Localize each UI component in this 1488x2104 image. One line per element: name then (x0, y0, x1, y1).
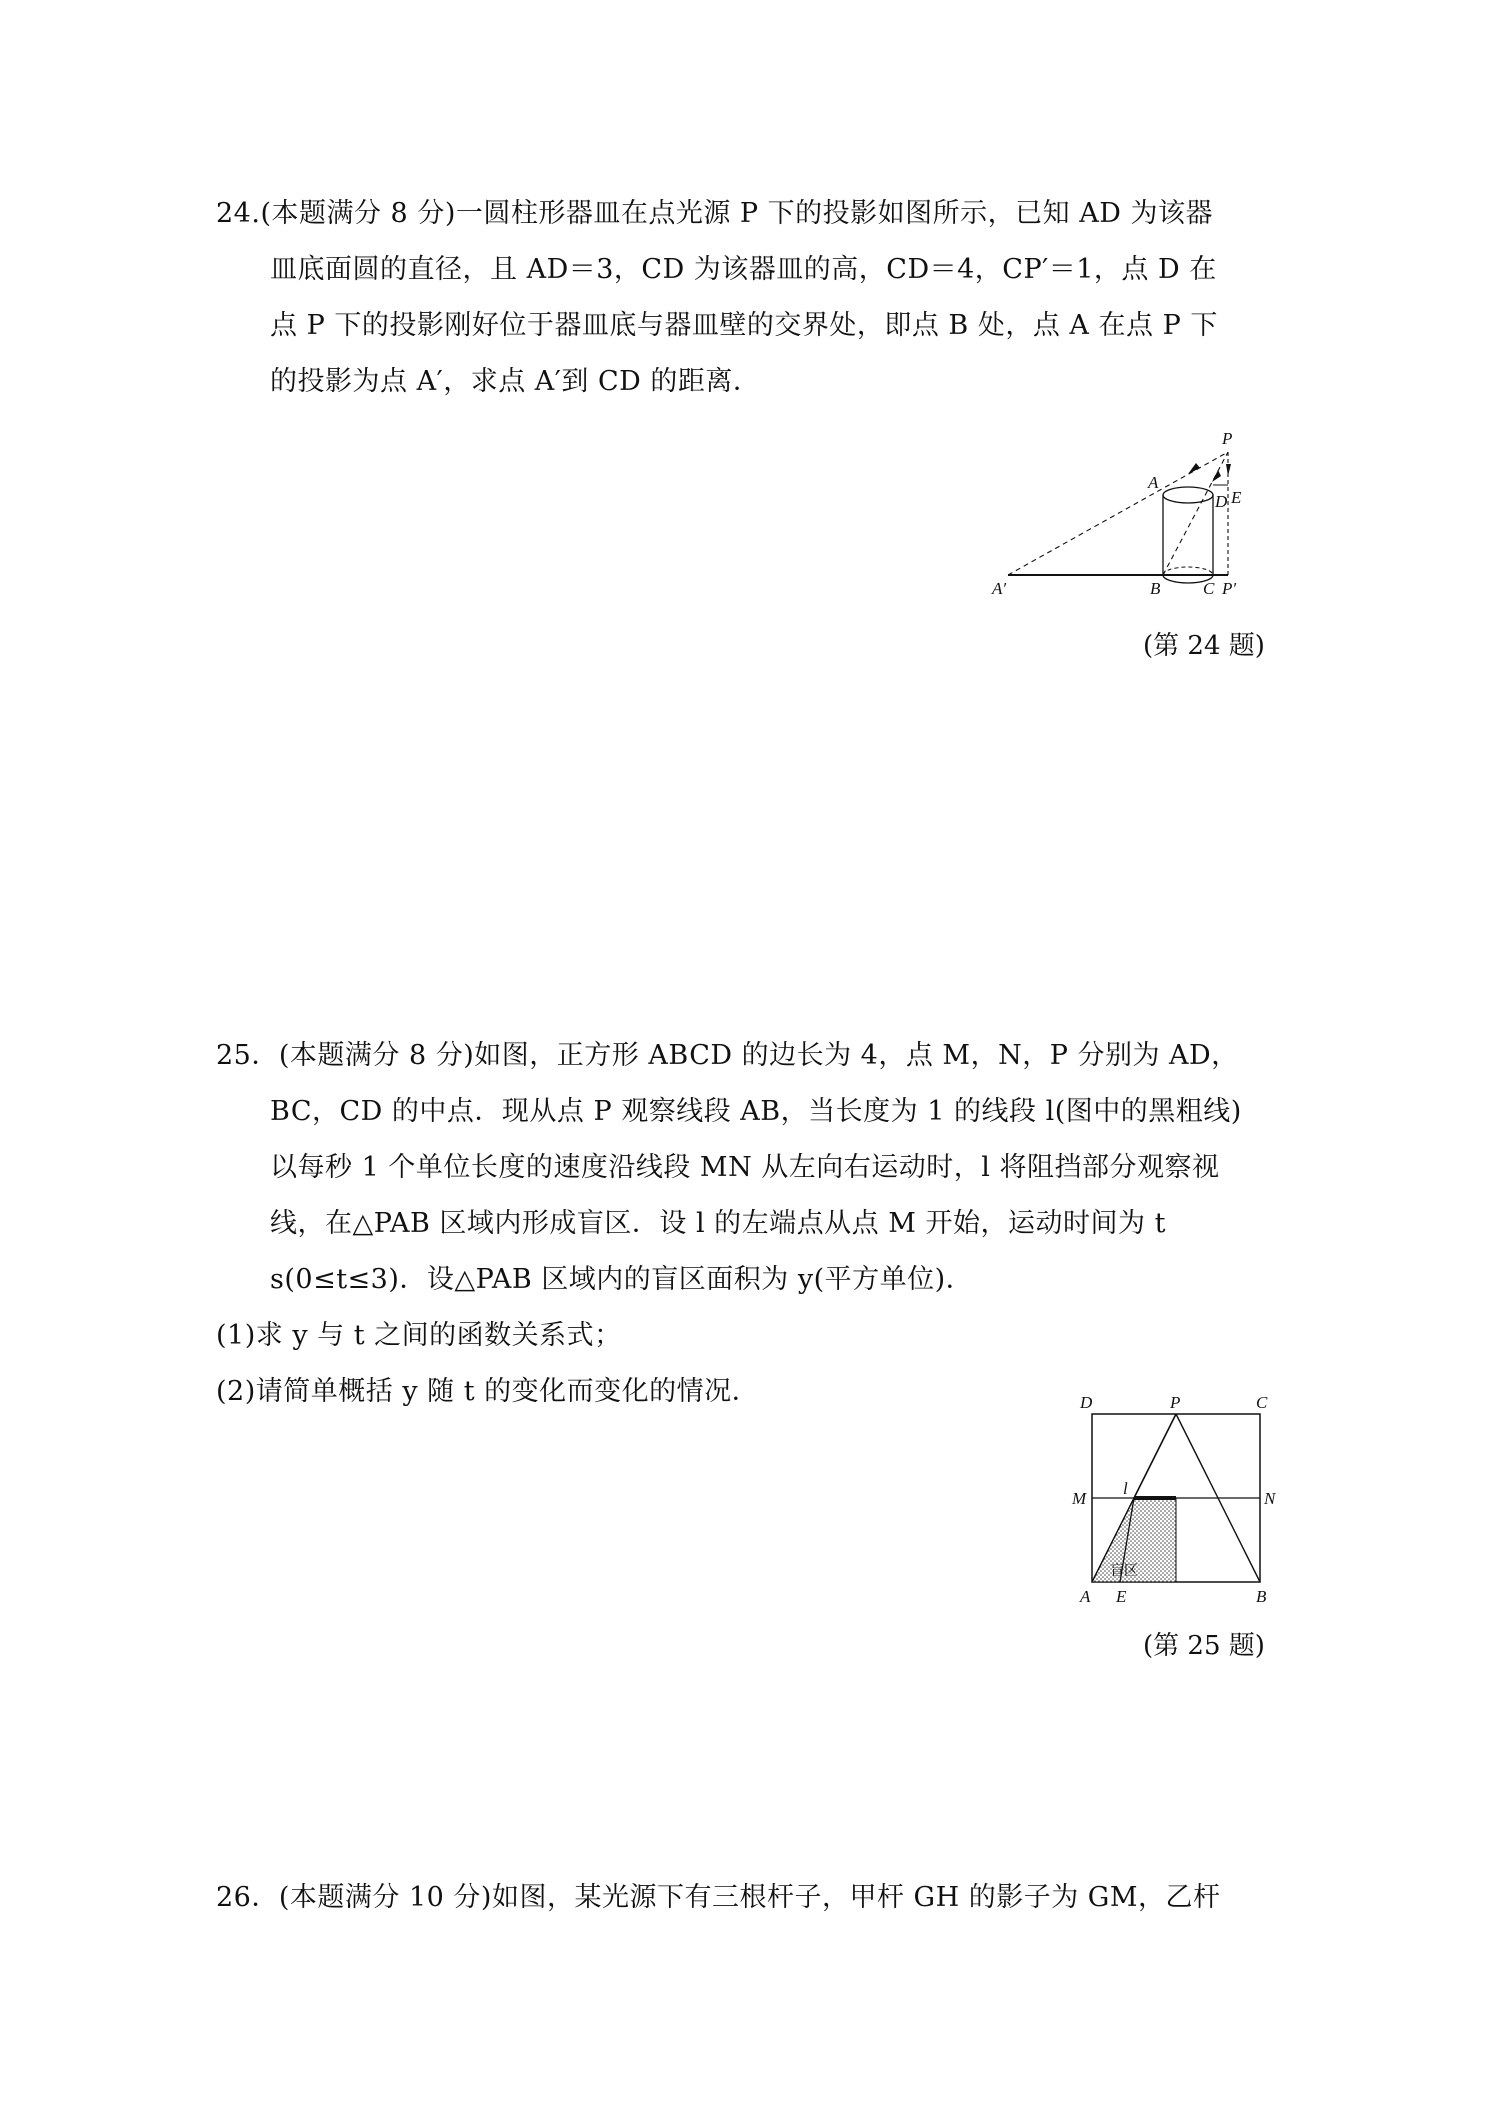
q24-label-C: C (1203, 579, 1215, 598)
q24-label-P: P (1222, 429, 1233, 448)
q25-label-N: N (1264, 1489, 1276, 1508)
q25-label-P: P (1170, 1393, 1181, 1412)
q24-label-D: D (1215, 492, 1228, 511)
q25-label-C: C (1256, 1393, 1268, 1412)
q25-label-E: E (1116, 1587, 1127, 1606)
q25-label-B: B (1256, 1587, 1267, 1606)
q25-line-6: (1)求 y 与 t 之间的函数关系式； (216, 1320, 622, 1351)
q24-line-4: 的投影为点 A′，求点 A′到 CD 的距离． (270, 366, 761, 397)
q24-line-3: 点 P 下的投影刚好位于器皿底与器皿壁的交界处，即点 B 处，点 A 在点 P 下 (270, 310, 1218, 341)
q25-label-M: M (1072, 1489, 1087, 1508)
q26-line-1: 26．(本题满分 10 分)如图，某光源下有三根杆子，甲杆 GH 的影子为 GM，乙杆 (216, 1882, 1221, 1913)
q25-line-3: 以每秒 1 个单位长度的速度沿线段 MN 从左向右运动时，l 将阻挡部分观察视 (270, 1152, 1220, 1183)
q25-caption: (第 25 题) (1143, 1631, 1265, 1661)
q25-line-4: 线，在△PAB 区域内形成盲区．设 l 的左端点从点 M 开始，运动时间为 t (270, 1208, 1166, 1239)
q24-label-E: E (1231, 488, 1242, 507)
q24-label-A: A (1148, 473, 1159, 492)
q24-label-P-prime: P′ (1222, 579, 1237, 598)
q25-line-7: (2)请简单概括 y 随 t 的变化而变化的情况． (216, 1376, 760, 1407)
q24-line-1: 24.(本题满分 8 分)一圆柱形器皿在点光源 P 下的投影如图所示，已知 AD 为该器 (216, 198, 1213, 229)
q25-line-2: BC，CD 的中点．现从点 P 观察线段 AB，当长度为 1 的线段 l(图中的黑粗线) (270, 1096, 1242, 1127)
q24-label-B: B (1150, 579, 1161, 598)
q24-label-A-prime: A′ (992, 579, 1007, 598)
q25-label-D: D (1080, 1393, 1093, 1412)
q24-caption: (第 24 题) (1143, 631, 1265, 661)
q25-figure (1060, 1390, 1290, 1610)
q25-label-A: A (1080, 1587, 1091, 1606)
q25-label-l: l (1123, 1479, 1128, 1498)
q25-label-blind-zone: 盲区 (1110, 1563, 1138, 1579)
q25-line-5: s(0≤t≤3)．设△PAB 区域内的盲区面积为 y(平方单位)． (270, 1264, 974, 1295)
q25-line-1: 25．(本题满分 8 分)如图，正方形 ABCD 的边长为 4，点 M，N，P 分别为 AD， (216, 1040, 1239, 1071)
q24-line-2: 皿底面圆的直径，且 AD＝3，CD 为该器皿的高，CD＝4，CP′＝1，点 D 在 (270, 254, 1217, 285)
q24-figure (990, 430, 1290, 610)
